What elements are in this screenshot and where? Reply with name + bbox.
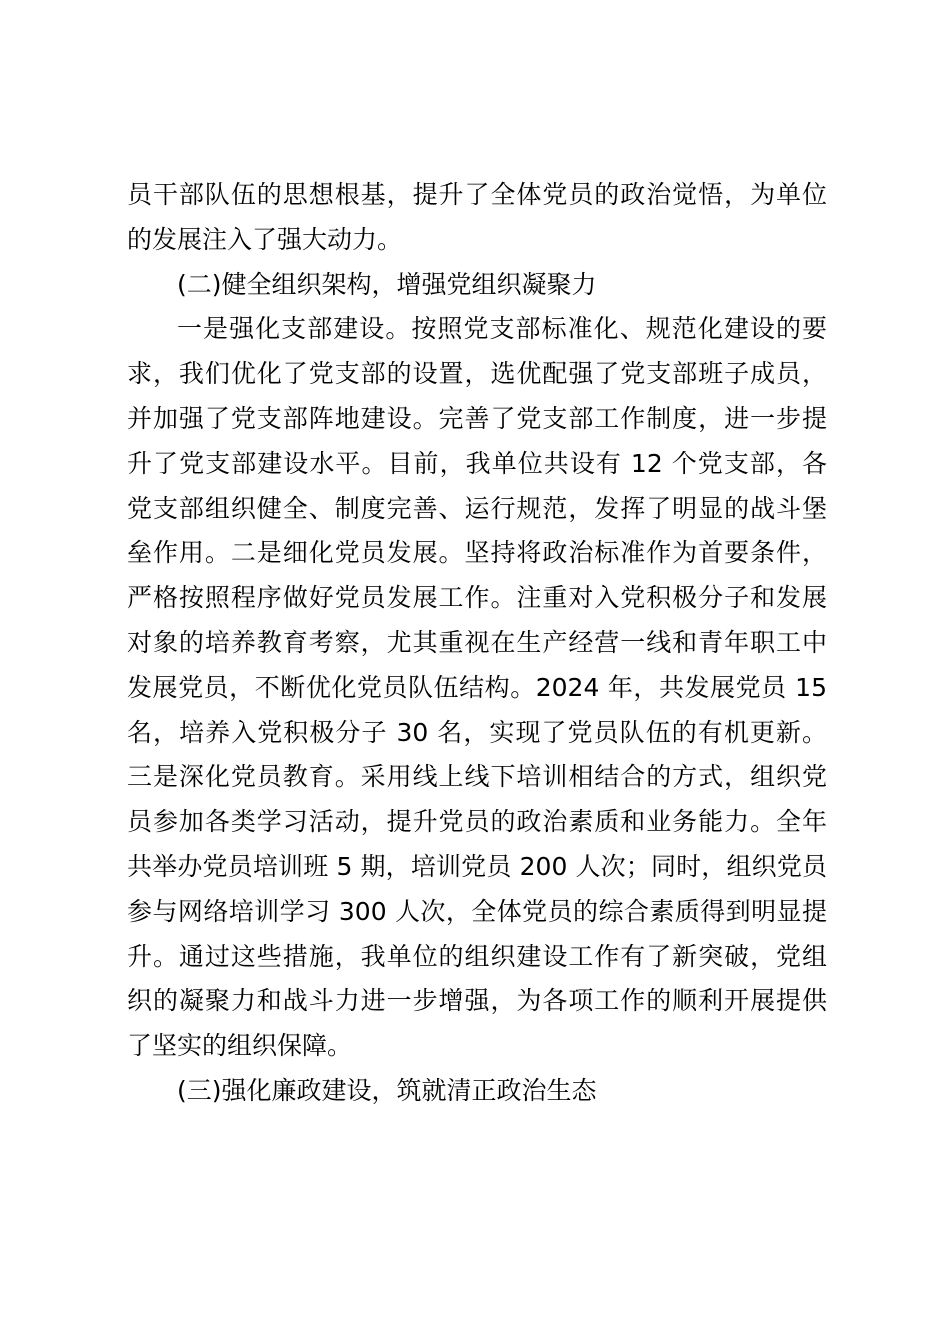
body-line: 员干部队伍的思想根基，提升了全体党员的政治觉悟，为单位 xyxy=(127,180,827,209)
body-line: 的发展注入了强大动力。 xyxy=(127,224,403,254)
body-line: 共举办党员培训班 5 期，培训党员 200 人次；同时，组织党员 xyxy=(127,851,827,881)
body-line: 发展党员，不断优化党员队伍结构。2024 年，共发展党员 15 xyxy=(127,672,827,702)
body-line: 升。通过这些措施，我单位的组织建设工作有了新突破，党组 xyxy=(127,941,827,971)
body-line: 升了党支部建设水平。目前，我单位共设有 12 个党支部，各 xyxy=(127,448,827,478)
body-line: 了坚实的组织保障。 xyxy=(127,1031,353,1061)
document-body xyxy=(127,173,827,1114)
body-line: 垒作用。二是细化党员发展。坚持将政治标准作为首要条件， xyxy=(127,538,827,568)
section-heading: (三)强化廉政建设，筑就清正政治生态 xyxy=(177,1075,597,1105)
body-line: 一是强化支部建设。按照党支部标准化、规范化建设的要 xyxy=(177,314,827,344)
body-line: 三是深化党员教育。采用线上线下培训相结合的方式，组织党 xyxy=(127,762,827,792)
body-line: 参与网络培训学习 300 人次，全体党员的综合素质得到明显提 xyxy=(127,896,827,926)
body-line: 名，培养入党积极分子 30 名，实现了党员队伍的有机更新。 xyxy=(127,717,827,747)
body-line: 严格按照程序做好党员发展工作。注重对入党积极分子和发展 xyxy=(127,583,827,613)
body-line: 求，我们优化了党支部的设置，选优配强了党支部班子成员， xyxy=(127,359,827,389)
body-line: 对象的培养教育考察，尤其重视在生产经营一线和青年职工中 xyxy=(127,627,827,657)
body-line: 员参加各类学习活动，提升党员的政治素质和业务能力。全年 xyxy=(127,807,827,837)
section-heading: (二)健全组织架构，增强党组织凝聚力 xyxy=(177,269,597,299)
body-line: 并加强了党支部阵地建设。完善了党支部工作制度，进一步提 xyxy=(127,403,827,433)
body-line: 党支部组织健全、制度完善、运行规范，发挥了明显的战斗堡 xyxy=(127,493,827,523)
body-line: 织的凝聚力和战斗力进一步增强，为各项工作的顺利开展提供 xyxy=(127,986,827,1016)
